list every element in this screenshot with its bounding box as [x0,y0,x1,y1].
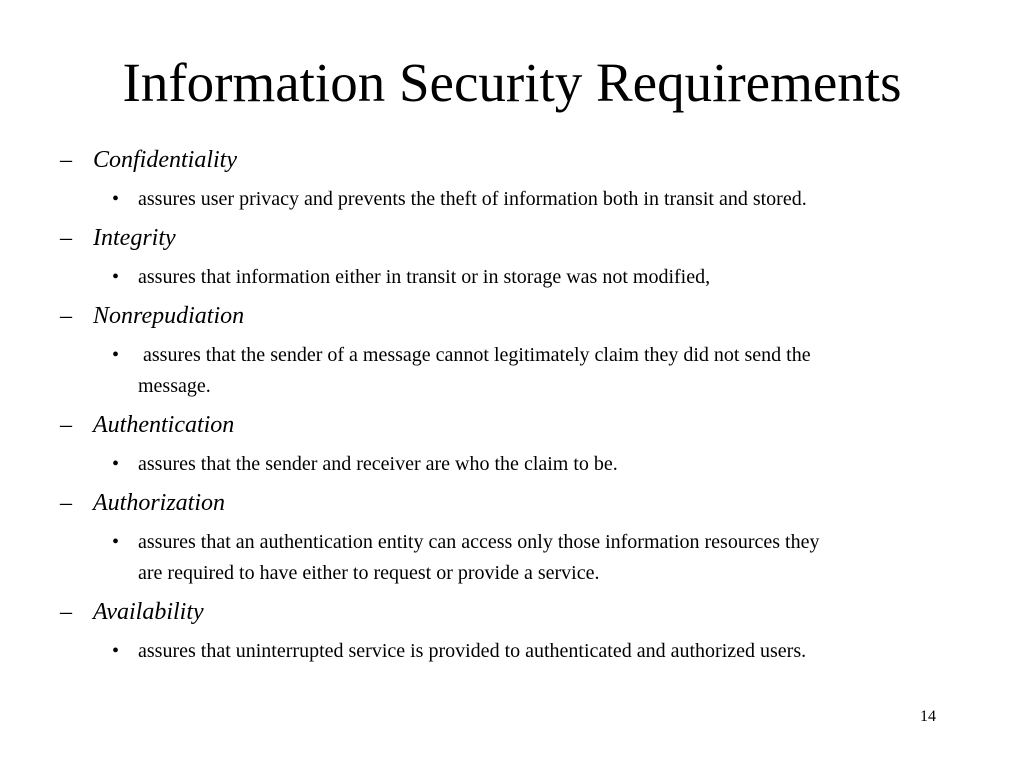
page-number: 14 [920,708,936,725]
description-line: are required to have either to request or provide a service. [138,562,600,584]
requirement-term: Authentication [93,412,235,438]
description-line: assures that uninterrupted service is provided to authenticated and authorized users. [138,640,807,662]
bullet-marker: • [112,640,120,662]
requirement-term: Confidentiality [93,147,237,173]
bullet-marker: • [112,266,120,288]
bullet-marker: • [112,531,120,553]
bullet-marker: • [112,453,120,475]
dash-marker: – [60,412,72,438]
requirement-term: Nonrepudiation [93,303,245,329]
dash-marker: – [60,225,72,251]
description-line: assures that an authentication entity can access only those information resources they [138,531,820,553]
dash-marker: – [60,599,72,625]
dash-marker: – [60,147,72,173]
description-line: message. [138,375,211,397]
requirement-term: Availability [93,599,204,625]
requirement-term: Integrity [93,225,176,251]
description-line: assures that the sender of a message cannot legitimately claim they did not send the [138,344,811,366]
description-line: assures user privacy and prevents the theft of information both in transit and stored. [138,188,807,210]
slide-title: Information Security Requirements [122,52,902,113]
description-line: assures that information either in transit or in storage was not modified, [138,266,711,288]
dash-marker: – [60,490,72,516]
requirement-term: Authorization [93,490,226,516]
bullet-marker: • [112,188,120,210]
description-line: assures that the sender and receiver are who the claim to be. [138,453,618,475]
bullet-marker: • [112,344,120,366]
dash-marker: – [60,303,72,329]
